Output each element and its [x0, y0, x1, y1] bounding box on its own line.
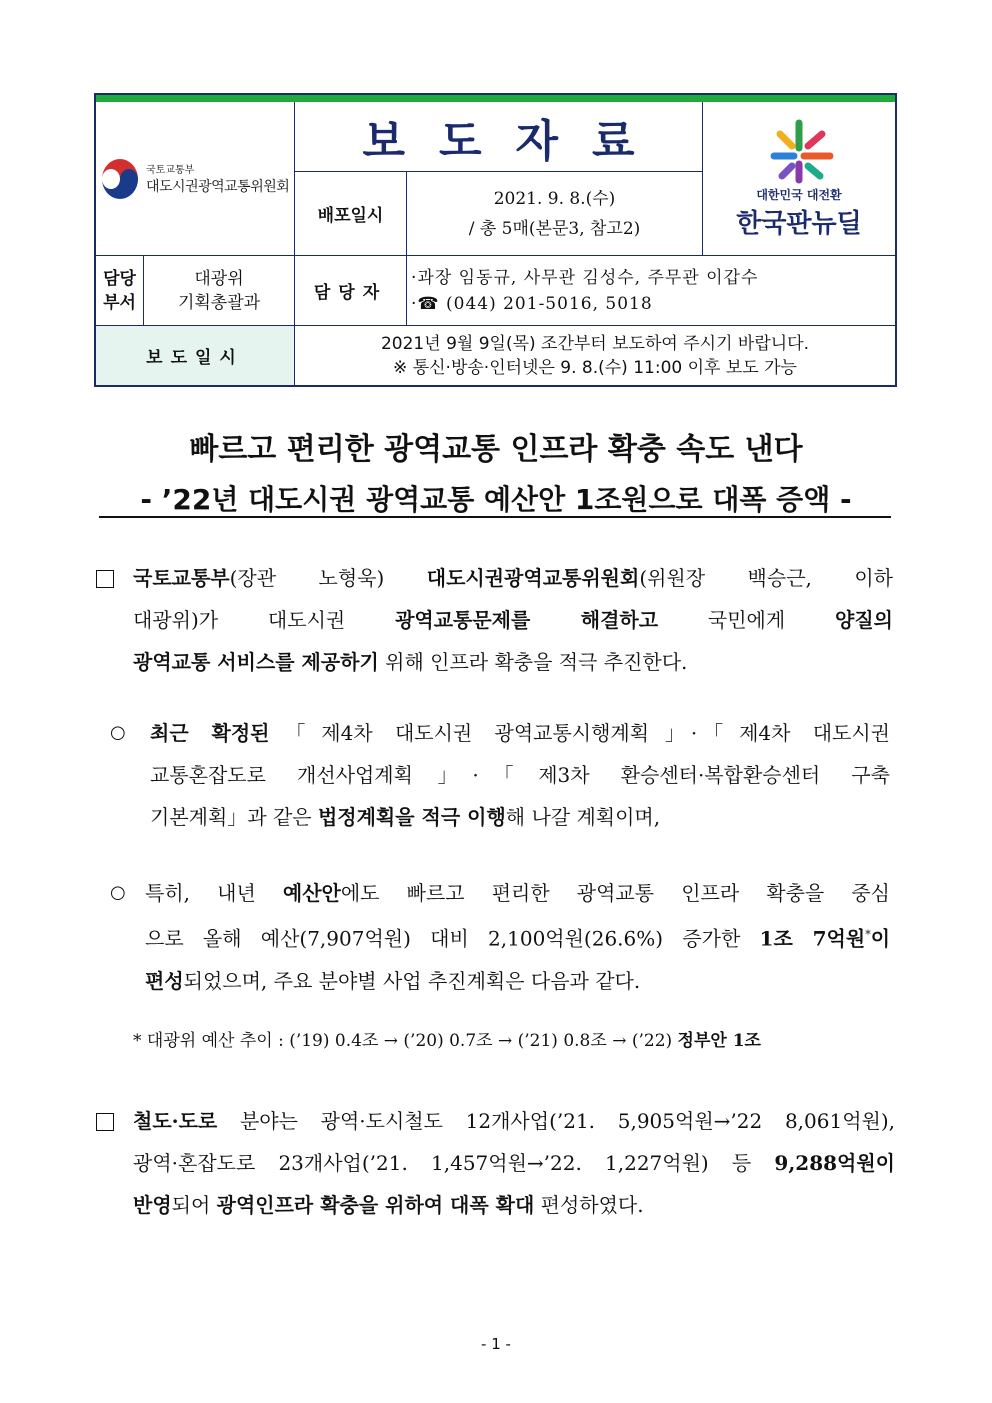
- release-value: [295, 326, 895, 385]
- sub-point-2: 특히, 내년 예산안에도 빠르고 편리한 광역교통 인프라 확충을 중심 으로 올해 예산(7,907억원) 대비 2,100억원(26.6%) 증가한 1조 7억원*이 편성되었으며, 주요 분야별 사업 추진계획은 다음과 같다.: [145, 881, 891, 993]
- header-accent-bar: [96, 95, 895, 102]
- budget-trend-note: * 대광위 예산 추이 : (’19) 0.4조 → (’20) 0.7조 → (’21) 0.8조 → (’22) 정부안 1조: [133, 1031, 761, 1051]
- newdeal-logo-cell: [703, 102, 895, 256]
- taegeuk-logo-icon: [100, 156, 140, 202]
- newdeal-name: 한국판뉴딜: [736, 208, 862, 239]
- page-number: - 1 -: [481, 1335, 511, 1353]
- distribution-value: [407, 172, 703, 256]
- headline-subtitle: - ’22년 대도시권 광역교통 예산안 1조원으로 대폭 증액 -: [140, 483, 852, 516]
- dept-value: 대광위 기획총괄과: [144, 256, 295, 326]
- newdeal-tagline: 대한민국 대전환: [756, 187, 842, 202]
- dept-label: 담당 부서: [96, 256, 144, 326]
- paragraph-2: 철도·도로 분야는 광역·도시철도 12개사업(’21. 5,905억원→’22 8,061억원), 광역·혼잡도로 23개사업(’21. 1,457억원→’22. 1,227억원) 등 9,288억원이 반영되어 광역인프라 확충을 위하여 대폭 확대 편성하였다.: [133, 1109, 895, 1217]
- distribution-label: 배포일시: [295, 172, 407, 256]
- manager-value: [407, 256, 895, 326]
- manager-phone-line: ·☎ (044) 201-5016, 5018: [411, 293, 653, 314]
- manager-names: ·과장 임동규, 사무관 김성수, 주무관 이갑수: [411, 267, 759, 288]
- distribution-date: 2021. 9. 8.(수): [493, 188, 616, 209]
- release-line-1: 2021년 9월 9일(목) 조간부터 보도하여 주시기 바랍니다.: [380, 333, 809, 354]
- manager-label: 담당자: [295, 256, 407, 326]
- release-line-2: ※ 통신·방송·인터넷은 9. 8.(수) 11:00 이후 보도 가능: [393, 357, 797, 378]
- circle-bullet-icon: ○: [110, 722, 126, 743]
- circle-bullet-icon: ○: [110, 882, 126, 903]
- phone-icon: ☎: [417, 293, 440, 314]
- newdeal-burst-icon: [764, 118, 834, 184]
- headline-underline: [99, 516, 891, 518]
- checkbox-bullet-icon: [96, 1113, 114, 1131]
- paragraph-1: 국토교통부(장관 노형욱) 대도시권광역교통위원회(위원장 백승근, 이하 대광위)가 대도시권 광역교통문제를 해결하고 국민에게 양질의 광역교통 서비스를 제공하기 위해 인프라 확충을 적극 추진한다.: [133, 566, 894, 674]
- headline-title: 빠르고 편리한 광역교통 인프라 확충 속도 낸다: [189, 432, 803, 467]
- release-label: 보도일시: [96, 326, 295, 385]
- ministry-name: 국토교통부: [146, 165, 195, 176]
- ministry-logo-cell: [96, 102, 295, 256]
- checkbox-bullet-icon: [96, 570, 114, 588]
- doc-type-title: 보도자료: [295, 102, 703, 172]
- sub-point-1: 최근 확정된「제4차 대도시권 광역교통시행계획」·「제4차 대도시권 교통혼잡도로 개선사업계획」·「제3차 환승센터·복합환승센터 구축 기본계획」과 같은 법정계획을 적극 이행해 나갈 계획이며,: [150, 721, 890, 829]
- press-header-table: [94, 93, 897, 387]
- committee-name: 대도시권광역교통위원회: [146, 179, 290, 195]
- distribution-pages: / 총 5매(본문3, 참고2): [468, 218, 641, 239]
